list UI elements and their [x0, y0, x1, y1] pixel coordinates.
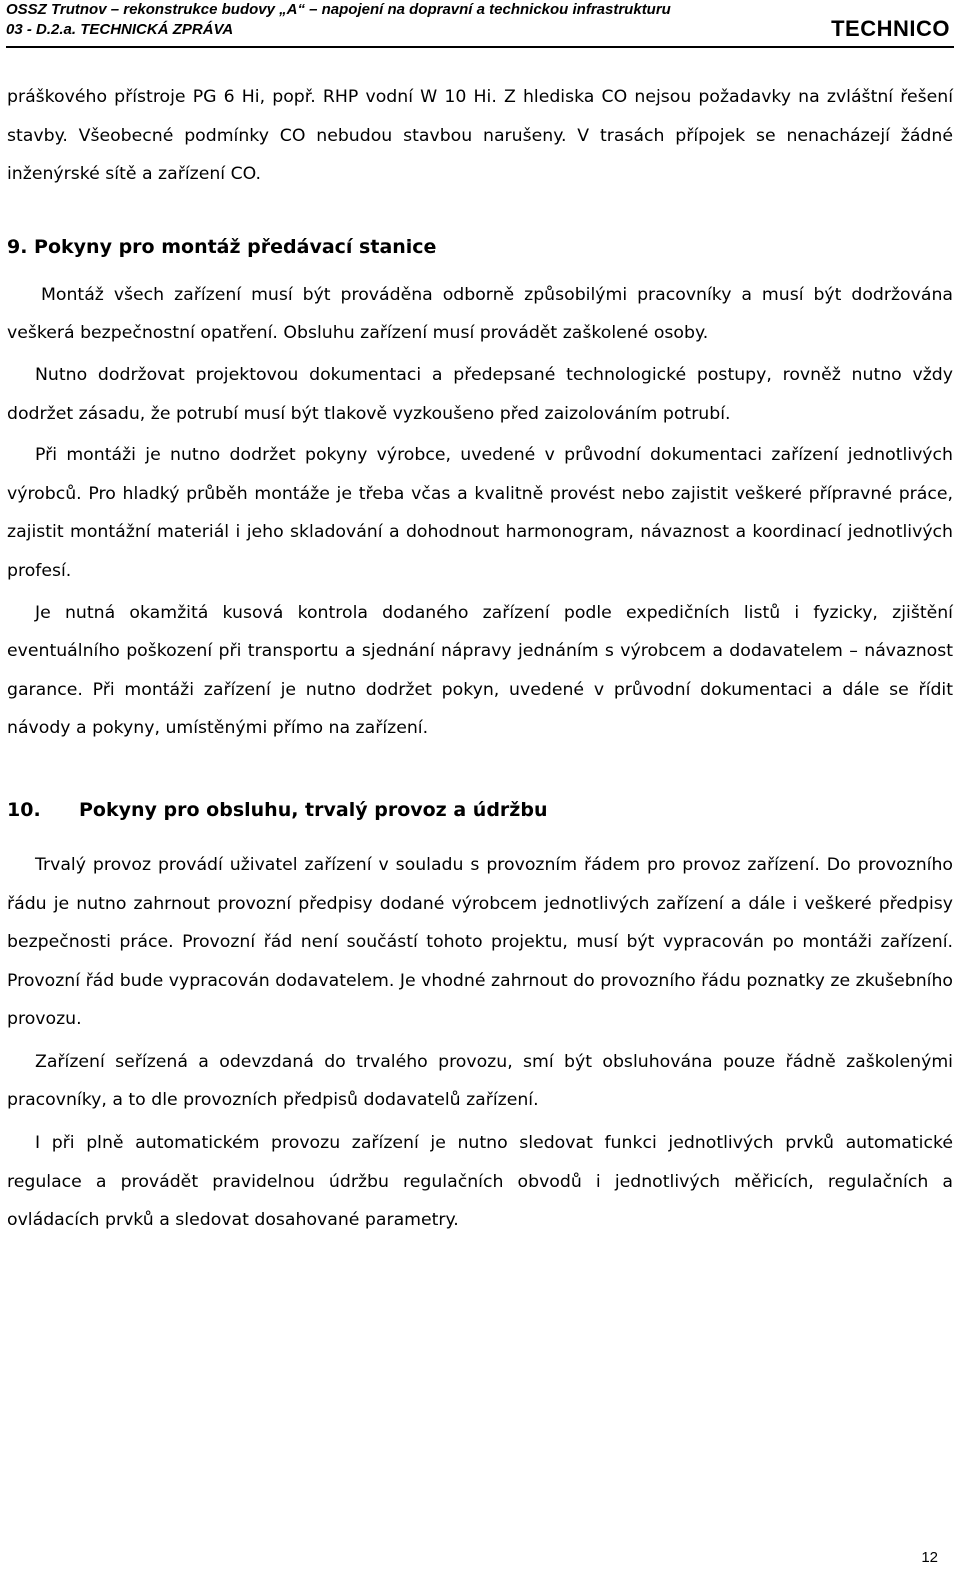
document-body: [7, 78, 953, 1240]
page-number: 12: [921, 1549, 938, 1566]
header-document-title: 03 - D.2.a. TECHNICKÁ ZPRÁVA: [6, 21, 234, 38]
technico-logo: TECHNICO: [831, 16, 950, 41]
section-10-heading: [7, 791, 953, 829]
section-9-paragraph-4: Je nutná okamžitá kusová kontrola dodaného zařízení podle expedičních listů i fyzicky, zjištění eventuálního poškození při transportu a sjednání nápravy jednáním s výrobcem a dodavatelem – návaznost garance. Při montáži zařízení je nutno dodržet pokyn, uvedené v průvodní dokumentaci a dále se řídit návody a pokyny, umístěnými přímo na zařízení.: [7, 602, 953, 739]
header-project-title: OSSZ Trutnov – rekonstrukce budovy „A“ – napojení na dopravní a technickou infrastrukturu: [6, 1, 671, 18]
section-9-paragraph-2: Nutno dodržovat projektovou dokumentaci a předepsané technologické postupy, rovněž nutno vždy dodržet zásadu, že potrubí musí být tlakově vyzkoušeno před zaizolováním potrubí.: [7, 364, 953, 424]
section-10-title: Pokyny pro obsluhu, trvalý provoz a údržbu: [79, 798, 548, 821]
section-10-paragraph-1: Trvalý provoz provádí uživatel zařízení v souladu s provozním řádem pro provoz zařízení. Do provozního řádu je nutno zahrnout provozní předpisy dodané výrobcem jednotlivých zařízení a dále i veškeré předpisy bezpečnosti práce. Provozní řád není součástí tohoto projektu, musí být vypracován po montáži zařízení. Provozní řád bude vypracován dodavatelem. Je vhodné zahrnout do provozního řádu poznatky ze zkušebního provozu.: [7, 854, 953, 1030]
continuation-paragraph: práškového přístroje PG 6 Hi, popř. RHP vodní W 10 Hi. Z hlediska CO nejsou požadavky na zvláštní řešení stavby. Všeobecné podmínky CO nebudou stavbou narušeny. V trasách přípojek se nenacházejí žádné inženýrské sítě a zařízení CO.: [7, 87, 953, 185]
section-9-paragraph-3: Při montáži je nutno dodržet pokyny výrobce, uvedené v průvodní dokumentaci zařízení jednotlivých výrobců. Pro hladký průběh montáže je třeba včas a kvalitně provést nebo zajistit veškeré přípravné práce, zajistit montážní materiál i jeho skladování a dohodnout harmonogram, návaznost a koordinací jednotlivých profesí.: [7, 445, 953, 581]
section-10-paragraph-3: I při plně automatickém provozu zařízení je nutno sledovat funkci jednotlivých prvků automatické regulace a provádět pravidelnou údržbu regulačních obvodů i jednotlivých měřicích, regulačních a ovládacích prvků a sledovat dosahované parametry.: [7, 1133, 953, 1231]
section-9-heading: 9. Pokyny pro montáž předávací stanice: [7, 235, 437, 258]
page-header: [6, 0, 954, 48]
section-10-paragraph-2: Zařízení seřízená a odevzdaná do trvalého provozu, smí být obsluhována pouze řádně zaškolenými pracovníky, a to dle provozních předpisů dodavatelů zařízení.: [7, 1051, 953, 1111]
section-10-number: 10.: [7, 798, 41, 821]
section-9-paragraph-1: Montáž všech zařízení musí být prováděna odborně způsobilými pracovníky a musí být dodržována veškerá bezpečnostní opatření. Obsluhu zařízení musí provádět zaškolené osoby.: [7, 284, 953, 344]
